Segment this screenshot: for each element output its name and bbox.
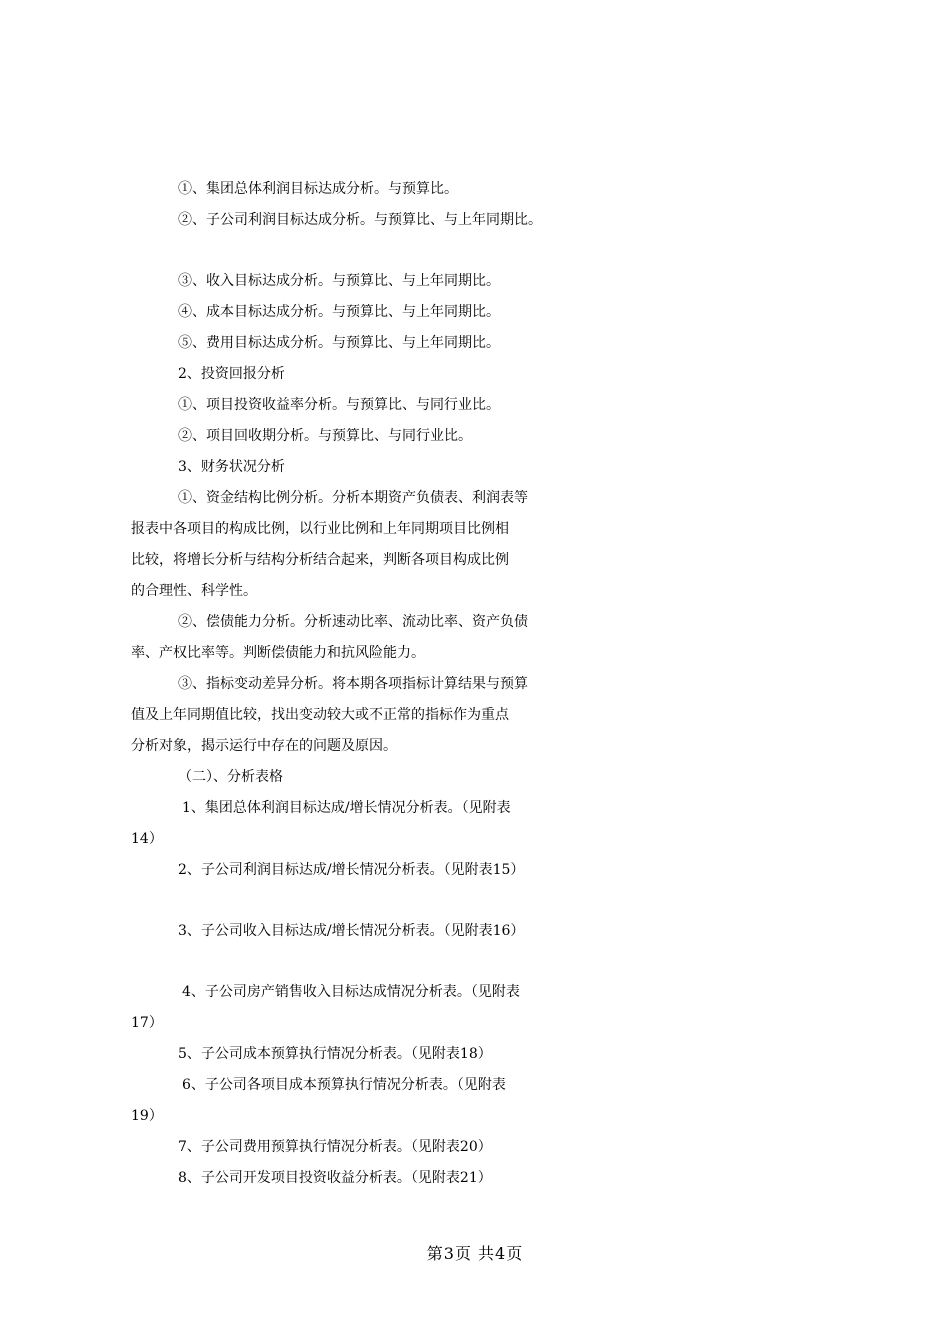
text-line: 19）: [131, 1108, 163, 1124]
section-heading: 3、财务状况分析: [178, 459, 285, 475]
text-line: 5、子公司成本预算执行情况分析表。（见附表18）: [178, 1046, 492, 1062]
text-line: 1、集团总体利润目标达成/增长情况分析表。（见附表: [182, 800, 511, 816]
text-line: 值及上年同期值比较，找出变动较大或不正常的指标作为重点: [131, 707, 509, 723]
text-line: 2、子公司利润目标达成/增长情况分析表。（见附表15）: [178, 862, 525, 878]
text-line: 6、子公司各项目成本预算执行情况分析表。（见附表: [182, 1077, 506, 1093]
text-line: 14）: [131, 831, 163, 847]
text-line: 8、子公司开发项目投资收益分析表。（见附表21）: [178, 1170, 492, 1186]
text-line: ①、项目投资收益率分析。与预算比、与同行业比。: [178, 397, 500, 413]
section-heading: 2、投资回报分析: [178, 366, 285, 382]
text-line: 7、子公司费用预算执行情况分析表。（见附表20）: [178, 1139, 492, 1155]
text-line: 比较，将增长分析与结构分析结合起来，判断各项目构成比例: [131, 552, 509, 568]
text-line: 4、子公司房产销售收入目标达成情况分析表。（见附表: [182, 984, 520, 1000]
text-line: 分析对象，揭示运行中存在的问题及原因。: [131, 738, 397, 754]
text-line: 的合理性、科学性。: [131, 583, 257, 599]
text-line: 3、子公司收入目标达成/增长情况分析表。（见附表16）: [178, 923, 525, 939]
text-line: ⑤、费用目标达成分析。与预算比、与上年同期比。: [178, 335, 500, 351]
section-heading: （二）、分析表格: [178, 769, 283, 785]
text-line: ④、成本目标达成分析。与预算比、与上年同期比。: [178, 304, 500, 320]
text-line: ③、收入目标达成分析。与预算比、与上年同期比。: [178, 273, 500, 289]
text-line: ②、项目回收期分析。与预算比、与同行业比。: [178, 428, 472, 444]
text-line: ①、集团总体利润目标达成分析。与预算比。: [178, 181, 458, 197]
text-line: ②、偿债能力分析。分析速动比率、流动比率、资产负债: [178, 614, 528, 630]
text-line: ②、子公司利润目标达成分析。与预算比、与上年同期比。: [178, 212, 542, 228]
page-footer: 第3页 共4页: [426, 1244, 524, 1263]
text-line: 报表中各项目的构成比例，以行业比例和上年同期项目比例相: [131, 521, 509, 537]
text-line: 17）: [131, 1015, 163, 1031]
text-line: ①、资金结构比例分析。分析本期资产负债表、利润表等: [178, 490, 528, 506]
text-line: 率、产权比率等。判断偿债能力和抗风险能力。: [131, 645, 425, 661]
text-line: ③、指标变动差异分析。将本期各项指标计算结果与预算: [178, 676, 528, 692]
